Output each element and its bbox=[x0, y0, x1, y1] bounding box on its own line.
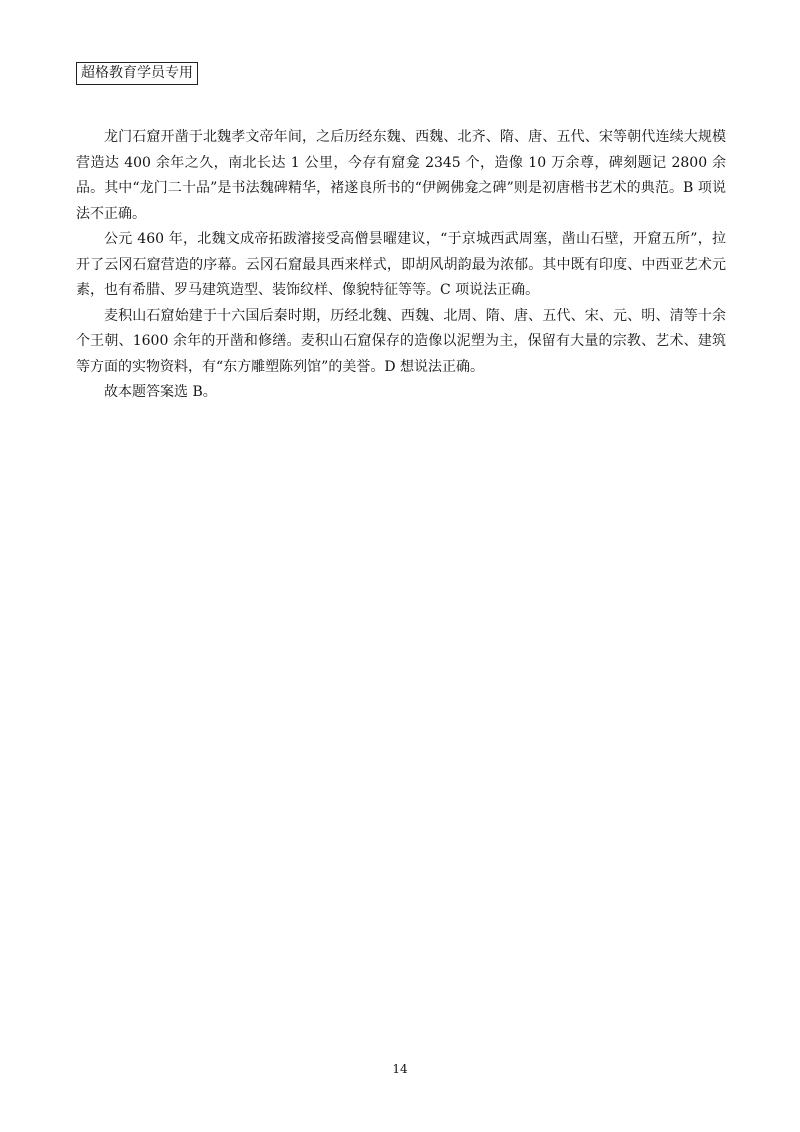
paragraph-maijishan: 麦积山石窟始建于十六国后秦时期，历经北魏、西魏、北周、隋、唐、五代、宋、元、明、清等十余个王朝、1600 余年的开凿和修缮。麦积山石窟保存的造像以泥塑为主，保留有大量的宗教、艺术、建筑等方面的实物资料，有“东方雕塑陈列馆”的美誉。D 想说法正确。 bbox=[76, 307, 726, 375]
paragraph-conclusion: 故本题答案选 B。 bbox=[104, 384, 217, 400]
answer-explanation bbox=[76, 125, 726, 406]
paragraph-yungang: 公元 460 年，北魏文成帝拓跋濬接受高僧昙曜建议，“于京城西武周塞，凿山石壁，开窟五所”，拉开了云冈石窟营造的序幕。云冈石窟最具西来样式，即胡风胡韵最为浓郁。其中既有印度、中西亚艺术元素，也有希腊、罗马建筑造型、装饰纹样、像貌特征等等。C 项说法正确。 bbox=[76, 231, 726, 298]
paragraph-longmen: 龙门石窟开凿于北魏孝文帝年间，之后历经东魏、西魏、北齐、隋、唐、五代、宋等朝代连续大规模营造达 400 余年之久，南北长达 1 公里，今存有窟龛 2345 个，造像 10 万余尊，碑刻题记 2800 余品。其中“龙门二十品”是书法魏碑精华，褚遂良所书的“伊阙佛龛之碑”则是初唐楷书艺术的典范。B 项说法不正确。 bbox=[76, 129, 726, 222]
header-label: 超格教育学员专用 bbox=[76, 62, 198, 85]
page-number: 14 bbox=[392, 1062, 408, 1076]
